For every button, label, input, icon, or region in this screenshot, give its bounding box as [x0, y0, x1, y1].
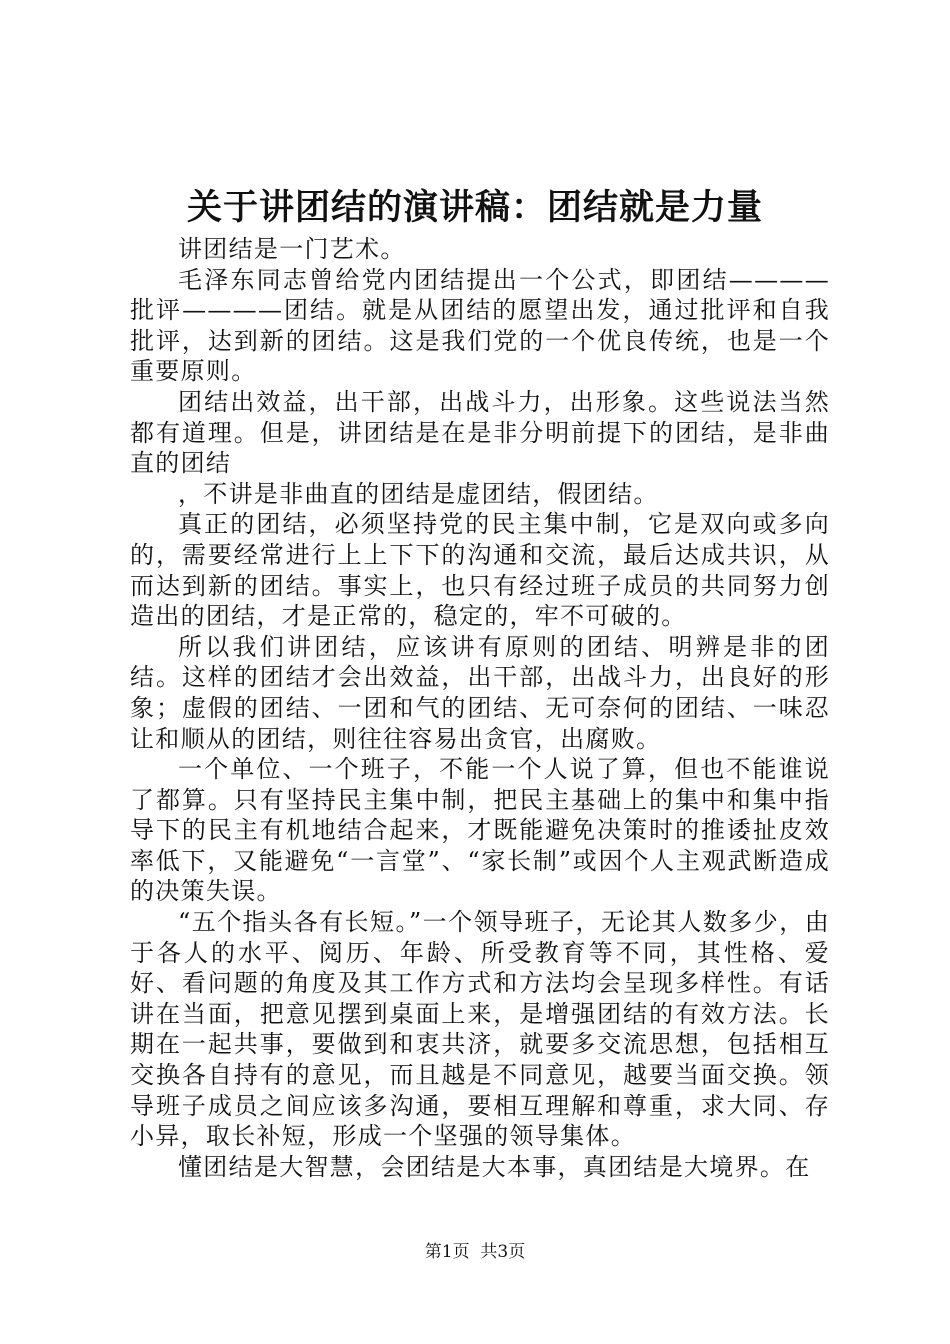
paragraph: 所以我们讲团结，应该讲有原则的团结、明辨是非的团结。这样的团结才会出效益，出干部，出战斗力，出良好的形象；虚假的团结、一团和气的团结、无可奈何的团结、一味忍让和顺从的团结，则往往容易出贪官，出腐败。	[130, 632, 830, 753]
paragraph: 真正的团结，必须坚持党的民主集中制，它是双向或多向的，需要经常进行上上下下的沟通和交流，最后达成共识，从而达到新的团结。事实上，也只有经过班子成员的共同努力创造出的团结，才是正常的，稳定的，牢不可破的。	[130, 510, 830, 631]
paragraph: 讲团结是一门艺术。	[178, 235, 406, 263]
paragraph: 毛泽东同志曾给党内团结提出一个公式，即团结————批评————团结。就是从团结的愿望出发，通过批评和自我批评，达到新的团结。这是我们党的一个优良传统，也是一个重要原则。	[130, 265, 830, 386]
paragraph: “五个指头各有长短。”一个领导班子，无论其人数多少，由于各人的水平、阅历、年龄、所受教育等不同，其性格、爱好、看问题的角度及其工作方式和方法均会呈现多样性。有话讲在当面，把意见摆到桌面上来，是增强团结的有效方法。长期在一起共事，要做到和衷共济，就要多交流思想，包括相互交换各自持有的意见，而且越是不同意见，越要当面交换。领导班子成员之间应该多沟通，要相互理解和尊重，求大同、存小异，取长补短，形成一个坚强的领导集体。	[130, 908, 830, 1151]
paragraph: 团结出效益，出干部，出战斗力，出形象。这些说法当然都有道理。但是，讲团结是在是非分明前提下的团结，是非曲直的团结	[130, 387, 830, 478]
document-title: 关于讲团结的演讲稿：团结就是力量	[186, 188, 763, 228]
page-footer	[0, 1241, 950, 1263]
paragraph: 一个单位、一个班子，不能一个人说了算，但也不能谁说了都算。只有坚持民主集中制，把民主基础上的集中和集中指导下的民主有机地结合起来，才既能避免决策时的推诿扯皮效率低下，又能避免“一言堂”、“家长制”或因个人主观武断造成的决策失误。	[130, 755, 830, 906]
document-body	[130, 234, 830, 1182]
paragraph: 懂团结是大智慧，会团结是大本事，真团结是大境界。在	[178, 1152, 811, 1181]
paragraph: ，不讲是非曲直的团结是虚团结，假团结。	[178, 479, 659, 508]
page-number-label: 第1页 共3页	[424, 1242, 526, 1262]
